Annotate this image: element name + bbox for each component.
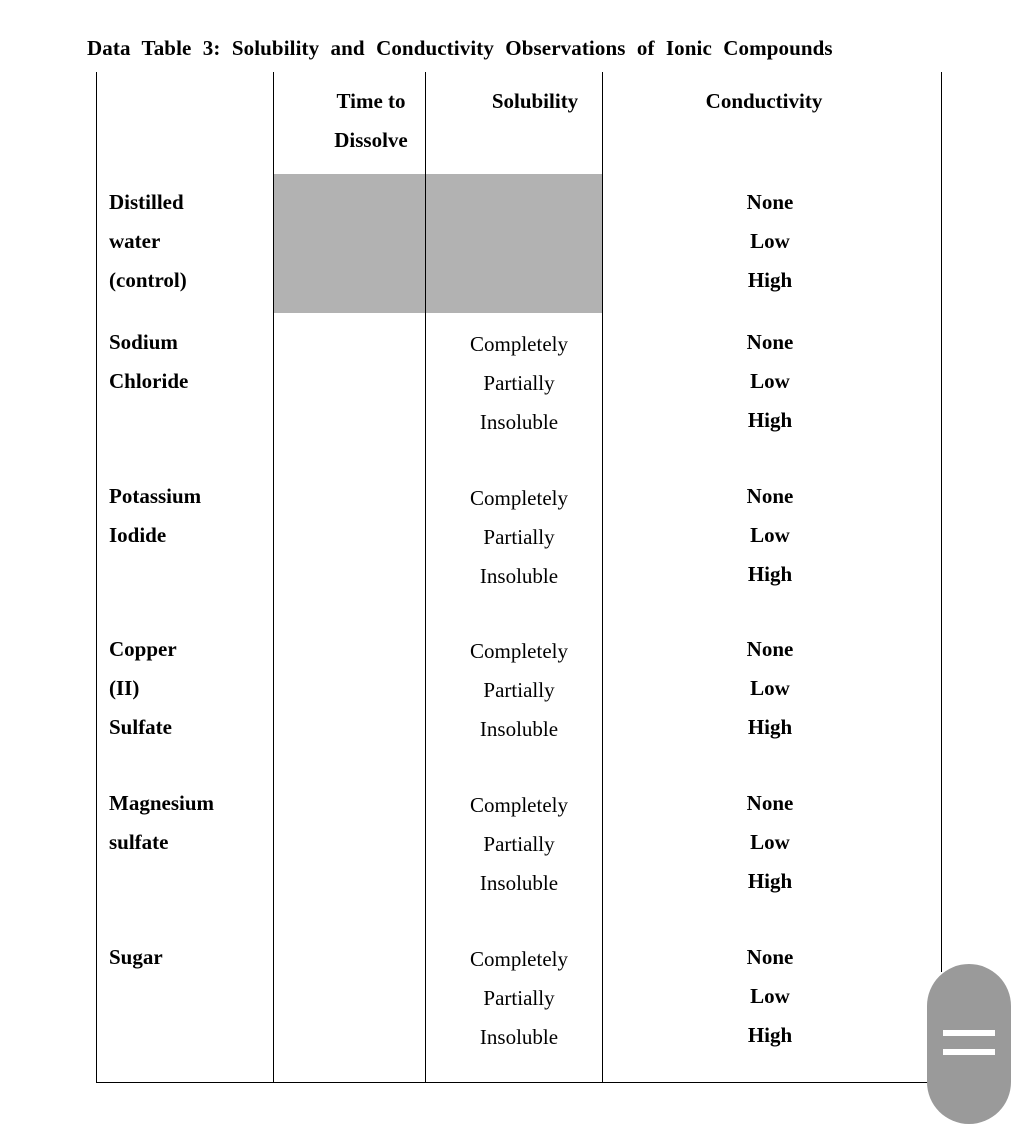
conductivity-option-low[interactable]: Low xyxy=(750,523,790,547)
row-label-line: Sulfate xyxy=(109,715,172,739)
solubility-option-insoluble[interactable]: Insoluble xyxy=(479,410,559,434)
row-label-sodium-chloride xyxy=(109,323,188,401)
row-label-line: Copper xyxy=(109,637,177,661)
shaded-cell-solubility xyxy=(425,174,602,313)
conductivity-options xyxy=(720,183,820,300)
column-divider-1 xyxy=(273,72,274,1082)
conductivity-options xyxy=(720,477,820,594)
data-table xyxy=(96,72,942,1083)
column-divider-3 xyxy=(602,72,603,1082)
solubility-option-completely[interactable]: Completely xyxy=(470,639,568,663)
row-label-line: Iodide xyxy=(109,523,167,547)
solubility-options xyxy=(458,325,580,442)
table-border-right xyxy=(941,72,942,972)
header-time-line2: Dissolve xyxy=(334,128,408,152)
conductivity-option-high[interactable]: High xyxy=(747,869,793,893)
conductivity-option-low[interactable]: Low xyxy=(750,229,790,253)
solubility-option-partially[interactable]: Partially xyxy=(483,525,555,549)
row-label-line: Distilled xyxy=(109,190,184,214)
solubility-option-completely[interactable]: Completely xyxy=(470,947,568,971)
row-label-line: (II) xyxy=(109,676,140,700)
solubility-options xyxy=(458,786,580,903)
solubility-option-partially[interactable]: Partially xyxy=(483,986,555,1010)
shaded-cell-time xyxy=(273,174,425,313)
row-label-line: Sugar xyxy=(109,945,163,969)
conductivity-option-none[interactable]: None xyxy=(746,945,794,969)
solubility-option-partially[interactable]: Partially xyxy=(483,832,555,856)
row-label-sugar xyxy=(109,938,163,977)
solubility-options xyxy=(458,632,580,749)
conductivity-option-low[interactable]: Low xyxy=(750,984,790,1008)
row-label-line: Magnesium xyxy=(109,791,214,815)
conductivity-option-none[interactable]: None xyxy=(746,637,794,661)
table-border-left xyxy=(96,72,97,1082)
conductivity-option-high[interactable]: High xyxy=(747,1023,793,1047)
solubility-option-partially[interactable]: Partially xyxy=(483,371,555,395)
row-label-line: water xyxy=(109,229,161,253)
solubility-option-completely[interactable]: Completely xyxy=(470,793,568,817)
row-label-potassium-iodide xyxy=(109,477,201,555)
row-label-copper-ii-sulfate xyxy=(109,630,177,747)
conductivity-option-high[interactable]: High xyxy=(747,268,793,292)
solubility-option-completely[interactable]: Completely xyxy=(470,486,568,510)
conductivity-options xyxy=(720,630,820,747)
row-label-line: sulfate xyxy=(109,830,169,854)
solubility-option-insoluble[interactable]: Insoluble xyxy=(479,717,559,741)
header-solubility-label: Solubility xyxy=(491,89,579,113)
conductivity-option-low[interactable]: Low xyxy=(750,369,790,393)
row-label-line: (control) xyxy=(109,268,187,292)
table-border-bottom xyxy=(96,1082,942,1083)
row-label-line: Potassium xyxy=(109,484,202,508)
header-solubility xyxy=(472,82,598,121)
header-conductivity xyxy=(682,82,846,121)
solubility-option-insoluble[interactable]: Insoluble xyxy=(479,564,559,588)
solubility-option-partially[interactable]: Partially xyxy=(483,678,555,702)
solubility-options xyxy=(458,940,580,1057)
solubility-option-completely[interactable]: Completely xyxy=(470,332,568,356)
header-conductivity-label: Conductivity xyxy=(705,89,823,113)
header-time-to-dissolve xyxy=(308,82,434,160)
conductivity-option-none[interactable]: None xyxy=(746,190,794,214)
conductivity-option-low[interactable]: Low xyxy=(750,830,790,854)
conductivity-options xyxy=(720,784,820,901)
handle-bar-bottom xyxy=(943,1049,995,1055)
solubility-options xyxy=(458,479,580,596)
conductivity-option-none[interactable]: None xyxy=(746,330,794,354)
conductivity-option-low[interactable]: Low xyxy=(750,676,790,700)
table-title: Data Table 3: Solubility and Conductivity Observations of Ionic Compounds xyxy=(87,36,833,60)
row-label-distilled-water xyxy=(109,183,187,300)
conductivity-option-high[interactable]: High xyxy=(747,408,793,432)
conductivity-option-high[interactable]: High xyxy=(747,562,793,586)
row-label-magnesium-sulfate xyxy=(109,784,214,862)
conductivity-option-none[interactable]: None xyxy=(746,484,794,508)
row-label-line: Sodium xyxy=(109,330,178,354)
conductivity-option-none[interactable]: None xyxy=(746,791,794,815)
header-time-line1: Time to xyxy=(336,89,406,113)
row-label-line: Chloride xyxy=(109,369,189,393)
solubility-option-insoluble[interactable]: Insoluble xyxy=(479,1025,559,1049)
solubility-option-insoluble[interactable]: Insoluble xyxy=(479,871,559,895)
handle-bar-top xyxy=(943,1030,995,1036)
column-divider-2 xyxy=(425,72,426,1082)
drag-handle-icon[interactable] xyxy=(927,964,1011,1124)
conductivity-options xyxy=(720,323,820,440)
conductivity-option-high[interactable]: High xyxy=(747,715,793,739)
conductivity-options xyxy=(720,938,820,1055)
